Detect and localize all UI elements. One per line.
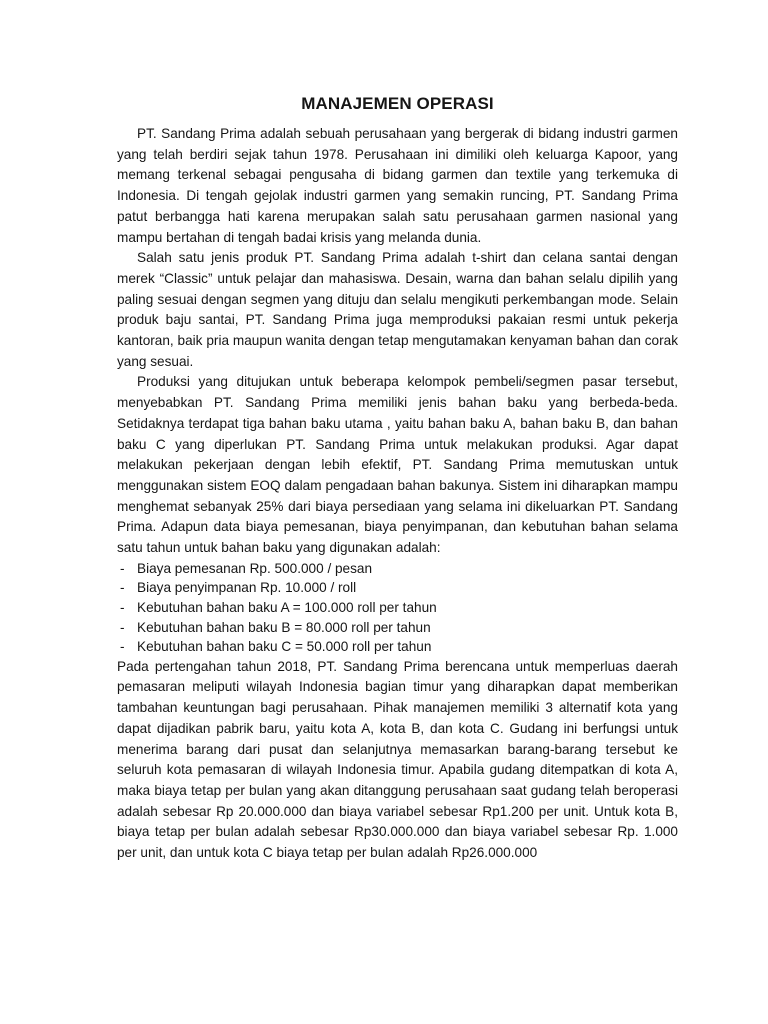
paragraph-raw-materials: Produksi yang ditujukan untuk beberapa kelompok pembeli/segmen pasar tersebut, menyebabkan PT. Sandang Prima memiliki jenis bahan baku yang berbeda-beda. Setidaknya terdapat tiga bahan baku utama , yaitu bahan baku A, bahan baku B, dan bahan baku C yang diperlukan PT. Sandang Prima untuk melakukan produksi. Agar dapat melakukan pekerjaan dengan lebih efektif, PT. Sandang Prima memutuskan untuk menggunakan sistem EOQ dalam pengadaan bahan bakunya. Sistem ini diharapkan mampu menghemat sebanyak 25% dari biaya persediaan yang selama ini dikeluarkan PT. Sandang Prima. Adapun data biaya pemesanan, biaya penyimpanan, dan kebutuhan bahan selama satu tahun untuk bahan baku yang digunakan adalah: bbox=[117, 374, 678, 556]
list-item-holding-cost: - Biaya penyimpanan Rp. 10.000 / roll bbox=[117, 578, 678, 598]
list-item-demand-b: - Kebutuhan bahan baku B = 80.000 roll per tahun bbox=[117, 618, 678, 638]
cost-list bbox=[117, 559, 678, 657]
list-item-demand-c: - Kebutuhan bahan baku C = 50.000 roll per tahun bbox=[117, 637, 678, 657]
list-item-ordering-cost: - Biaya pemesanan Rp. 500.000 / pesan bbox=[117, 559, 678, 579]
list-item-demand-a: - Kebutuhan bahan baku A = 100.000 roll per tahun bbox=[117, 598, 678, 618]
document-page bbox=[117, 92, 678, 864]
paragraph-company-profile: PT. Sandang Prima adalah sebuah perusahaan yang bergerak di bidang industri garmen yang telah berdiri sejak tahun 1978. Perusahaan ini dimiliki oleh keluarga Kapoor, yang memang terkenal sebagai pengusaha di bidang garmen dan textile yang terkemuka di Indonesia. Di tengah gejolak industri garmen yang semakin runcing, PT. Sandang Prima patut berbangga hati karena merupakan salah satu perusahaan garmen nasional yang mampu bertahan di tengah badai krisis yang melanda dunia. bbox=[117, 126, 678, 245]
paragraph-expansion: Pada pertengahan tahun 2018, PT. Sandang Prima berencana untuk memperluas daerah pemasaran meliputi wilayah Indonesia bagian timur yang diharapkan dapat memberikan tambahan keuntungan bagi perusahaan. Pihak manajemen memiliki 3 alternatif kota yang dapat dijadikan pabrik baru, yaitu kota A, kota B, dan kota C. Gudang ini berfungsi untuk menerima barang dari pusat dan selanjutnya memasarkan barang-barang tersebut ke seluruh kota pemasaran di wilayah Indonesia timur. Apabila gudang ditempatkan di kota A, maka biaya tetap per bulan yang akan ditanggung perusahaan saat gudang telah beroperasi adalah sebesar Rp 20.000.000 dan biaya variabel sebesar Rp1.200 per unit. Untuk kota B, biaya tetap per bulan adalah sebesar Rp30.000.000 dan biaya variabel sebesar Rp. 1.000 per unit, dan untuk kota C biaya tetap per bulan adalah Rp26.000.000 bbox=[117, 658, 678, 861]
paragraph-products: Salah satu jenis produk PT. Sandang Prima adalah t-shirt dan celana santai dengan merek “Classic” untuk pelajar dan mahasiswa. Desain, warna dan bahan selalu dipilih yang paling sesuai dengan segmen yang dituju dan selalu mengikuti perkembangan mode. Selain produk baju santai, PT. Sandang Prima juga memproduksi pakaian resmi untuk pekerja kantoran, baik pria maupun wanita dengan tetap mengutamakan kenyaman bahan dan corak yang sesuai. bbox=[117, 250, 678, 369]
document-title: MANAJEMEN OPERASI bbox=[301, 94, 494, 113]
